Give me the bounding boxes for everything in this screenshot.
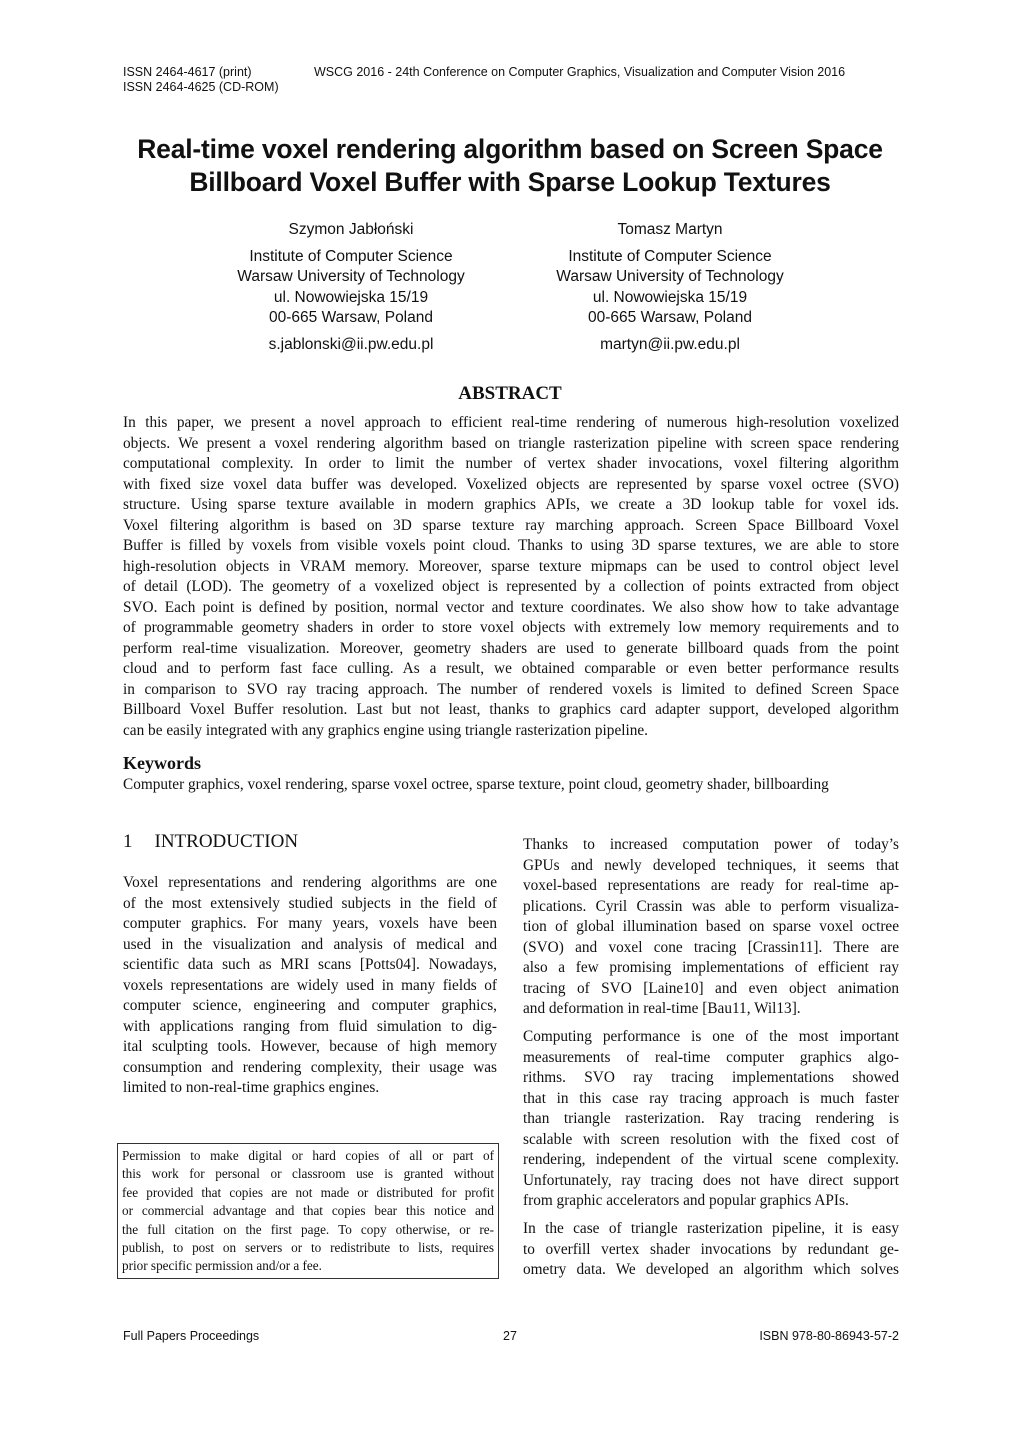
paragraph — [523, 1219, 899, 1281]
text-line: Voxel filtering algorithm is based on 3D sparse texture ray marching approach. Screen Space Billboard Voxel — [123, 516, 899, 534]
text-line: of detail (LOD). The geometry of a voxelized object is represented by a collection of points extracted from object — [123, 578, 899, 595]
text-line: perform real-time visualization. Moreover, geometry shaders are used to generate billboard quads from the point — [123, 639, 899, 657]
text-line: structure. Using sparse texture available in modern graphics APIs, we create a 3D lookup table for voxel ids. — [123, 496, 899, 513]
text-line: in comparison to SVO ray tracing approach. The number of rendered voxels is limited to defined Screen Space — [123, 680, 899, 698]
text-line: Unfortunately, ray tracing does not have direct support — [523, 1171, 899, 1189]
intro-right-column — [523, 835, 899, 1288]
text-line: prior specific permission and/or a fee. — [122, 1258, 322, 1274]
footer-proceedings: Full Papers Proceedings — [123, 1329, 260, 1343]
author-institute: Institute of Computer Science — [249, 247, 453, 265]
text-line: Voxel representations and rendering algorithms are one — [123, 874, 497, 891]
text-line: Billboard Voxel Buffer resolution. Last but not least, thanks to graphics card adapter support, developed algorithm — [123, 701, 899, 718]
text-line: measurements of real-time computer graphics algo- — [523, 1048, 899, 1066]
text-line: than triangle rasterization. Ray tracing rendering is — [523, 1110, 899, 1127]
text-line: computational complexity. In order to limit the number of vertex shader invocations, voxel filtering algorithm — [123, 455, 899, 472]
section-title: INTRODUCTION — [154, 831, 299, 852]
author-email[interactable]: s.jablonski@ii.pw.edu.pl — [268, 335, 434, 353]
section-heading-introduction — [123, 831, 298, 853]
running-header — [123, 65, 279, 95]
text-line: cloud and to perform fast face culling. As a result, we obtained comparable or even better performance results — [123, 660, 899, 677]
paragraph — [122, 1147, 494, 1276]
text-line: Permission to make digital or hard copies of all or part of — [122, 1148, 494, 1163]
text-line: In the case of triangle rasterization pipeline, it is easy — [523, 1220, 899, 1237]
text-line: scalable with screen resolution with the fixed cost of — [523, 1130, 899, 1148]
text-line: ital sculpting tools. However, because of high memory — [123, 1038, 497, 1055]
text-line: objects. We present a voxel rendering algorithm based on triangle rasterization pipeline with screen space rendering — [123, 434, 899, 452]
author-email[interactable]: martyn@ii.pw.edu.pl — [600, 335, 740, 353]
section-number: 1 — [123, 831, 133, 852]
text-line: consumption and rendering complexity, their usage was — [123, 1058, 497, 1076]
text-line: In this paper, we present a novel approach to efficient real-time rendering of numerous high-resolution voxelized — [123, 414, 899, 431]
text-line: scientific data such as MRI scans [Potts04]. Nowadays, — [123, 956, 497, 973]
text-line: to overfill vertex shader invocations by redundant ge- — [523, 1240, 899, 1258]
permission-notice-box — [117, 1143, 499, 1279]
text-line: used in the visualization and analysis of medical and — [123, 935, 497, 953]
text-line: voxels representations are widely used in many fields of — [123, 976, 497, 994]
text-line: (SVO) and voxel cone tracing [Crassin11]. There are — [523, 938, 899, 956]
abstract-heading: ABSTRACT — [458, 383, 562, 404]
author-street: ul. Nowowiejska 15/19 — [592, 288, 748, 306]
text-line: voxel-based representations are ready for real-time ap- — [523, 877, 899, 894]
text-line: publish, to post on servers or to redistribute to lists, requires — [122, 1239, 494, 1255]
text-line: of programmable geometry shaders in order to store voxel objects with extremely low memory requirements and to — [123, 619, 899, 636]
text-line: with fixed size voxel data buffer was developed. Voxelized objects are represented by sparse voxel octree (SVO) — [123, 475, 899, 493]
conference-name: WSCG 2016 - 24th Conference on Computer Graphics, Visualization and Computer Vision 2016 — [314, 65, 846, 79]
author-university: Warsaw University of Technology — [237, 268, 465, 285]
text-line: from graphic accelerators and popular graphics APIs. — [523, 1192, 849, 1209]
text-line: tion of global illumination based on sparse voxel octree — [523, 918, 899, 935]
text-line: and deformation in real-time [Bau11, Wil13]. — [523, 1000, 801, 1017]
text-line: tracing of SVO [Laine10] and even object animation — [523, 979, 899, 997]
text-line: computer graphics. For many years, voxels have been — [123, 915, 497, 932]
issn-print: ISSN 2464-4617 (print) — [123, 65, 252, 79]
author-city: 00-665 Warsaw, Poland — [588, 309, 752, 326]
text-line: the full citation on the first page. To copy otherwise, or re- — [122, 1221, 494, 1237]
text-line: also a few promising implementations of efficient ray — [523, 959, 899, 976]
author-block-2 — [505, 220, 835, 355]
text-line: Thanks to increased computation power of today’s — [523, 836, 899, 853]
paragraph — [123, 413, 899, 741]
author-name: Szymon Jabłoński — [288, 221, 414, 238]
text-line: GPUs and newly developed techniques, it seems that — [523, 856, 899, 874]
text-line: Buffer is filled by voxels from visible voxels point cloud. Thanks to using 3D sparse textures, we are able to store — [123, 537, 899, 554]
paragraph — [523, 1027, 899, 1212]
paragraph — [523, 835, 899, 1020]
author-street: ul. Nowowiejska 15/19 — [273, 288, 429, 306]
text-line: high-resolution objects in VRAM memory. Moreover, sparse texture mipmaps can be used to control object level — [123, 557, 899, 575]
text-line: of the most extensively studied subjects in the field of — [123, 894, 497, 912]
page-number: 27 — [503, 1329, 517, 1343]
paragraph — [123, 873, 497, 1099]
text-line: rendering, independent of the virtual scene complexity. — [523, 1151, 899, 1168]
text-line: can be easily integrated with any graphics engine using triangle rasterization pipeline. — [123, 721, 649, 739]
text-line: ometry data. We developed an algorithm which solves — [523, 1261, 899, 1278]
title-line-2: Billboard Voxel Buffer with Sparse Lookup Textures — [189, 167, 831, 197]
text-line: this work for personal or classroom use is granted without — [122, 1166, 494, 1182]
paper-title — [60, 133, 960, 199]
author-name: Tomasz Martyn — [617, 221, 723, 238]
author-city: 00-665 Warsaw, Poland — [269, 309, 433, 326]
footer-isbn: ISBN 978-80-86943-57-2 — [759, 1329, 899, 1343]
text-line: with applications ranging from fluid simulation to dig- — [123, 1017, 497, 1035]
title-line-1: Real-time voxel rendering algorithm based on Screen Space — [137, 134, 883, 164]
issn-cdrom: ISSN 2464-4625 (CD-ROM) — [123, 80, 279, 94]
text-line: or commercial advantage and that copies bear this notice and — [122, 1203, 494, 1219]
keywords-text: Computer graphics, voxel rendering, sparse voxel octree, sparse texture, point cloud, geometry shader, billboarding — [123, 776, 829, 793]
author-university: Warsaw University of Technology — [556, 268, 784, 285]
author-block-1 — [186, 220, 516, 355]
text-line: that in this case ray tracing approach is much faster — [523, 1089, 899, 1107]
keywords-heading: Keywords — [123, 753, 201, 773]
text-line: fee provided that copies are not made or distributed for profit — [122, 1184, 494, 1200]
text-line: SVO. Each point is defined by position, normal vector and texture coordinates. We also show how to take advantage — [123, 598, 899, 616]
author-institute: Institute of Computer Science — [568, 247, 772, 265]
intro-left-column — [123, 873, 497, 1099]
text-line: limited to non-real-time graphics engines. — [123, 1079, 380, 1096]
abstract-body — [123, 413, 899, 741]
text-line: plications. Cyril Crassin was able to perform visualiza- — [523, 897, 899, 915]
text-line: computer science, engineering and computer graphics, — [123, 997, 497, 1014]
text-line: Computing performance is one of the most important — [523, 1028, 899, 1045]
text-line: rithms. SVO ray tracing implementations showed — [523, 1069, 899, 1086]
